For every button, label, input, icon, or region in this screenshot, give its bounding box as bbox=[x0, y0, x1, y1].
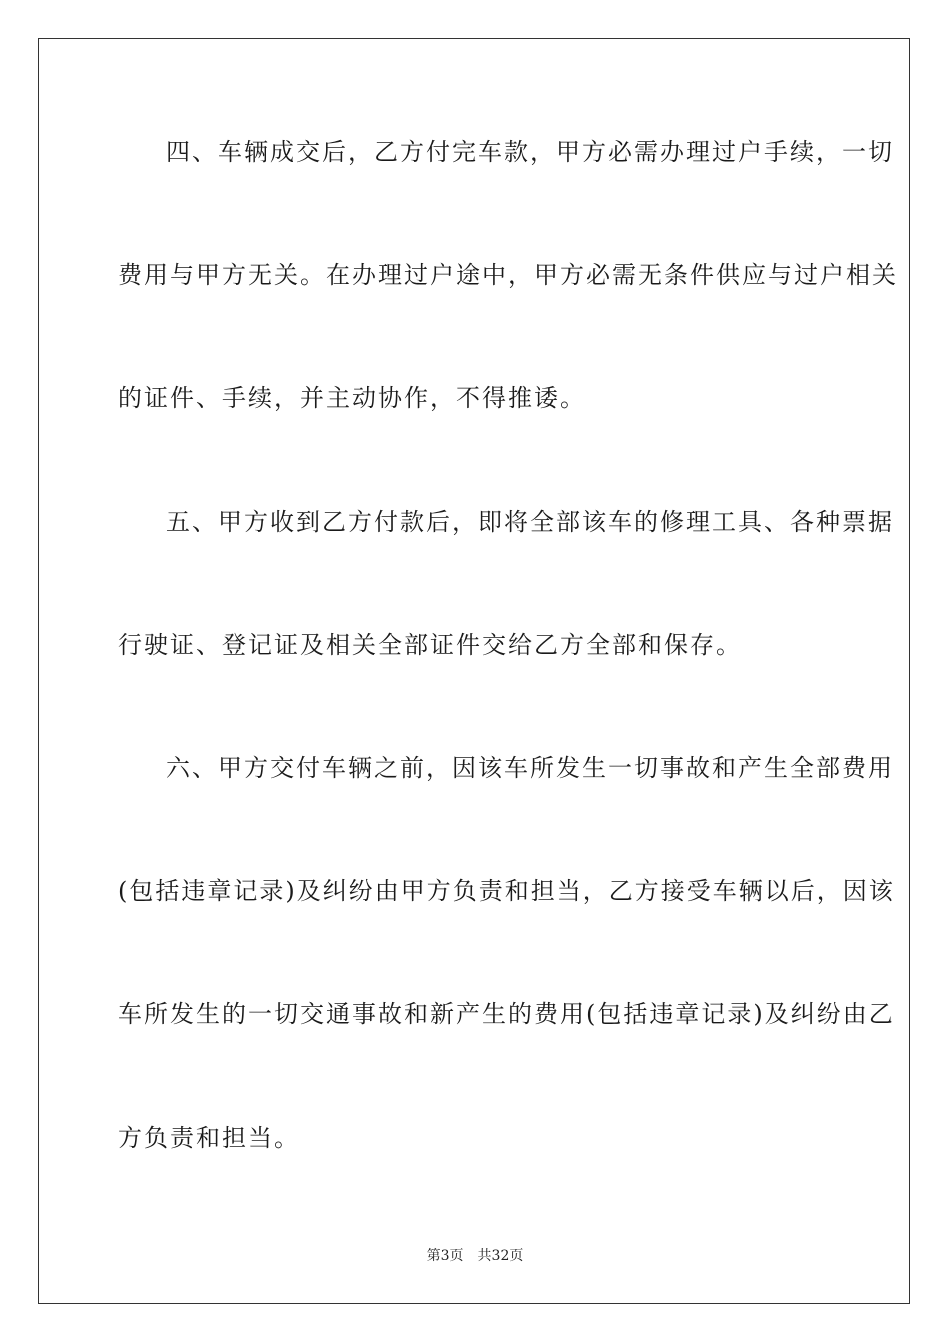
paragraph-line: 五、甲方收到乙方付款后，即将全部该车的修理工具、各种票据 bbox=[166, 508, 894, 536]
page-total: 共32页 bbox=[477, 1248, 524, 1264]
paragraph-line: 六、甲方交付车辆之前，因该车所发生一切事故和产生全部费用 bbox=[166, 754, 894, 782]
paragraph-line: 行驶证、登记证及相关全部证件交给乙方全部和保存。 bbox=[118, 631, 742, 659]
page-border bbox=[38, 38, 910, 1304]
page-number: 第3页 bbox=[426, 1248, 464, 1264]
page-footer bbox=[0, 1246, 950, 1266]
paragraph-line: (包括违章记录)及纠纷由甲方负责和担当，乙方接受车辆以后，因该 bbox=[118, 877, 895, 905]
paragraph-line: 四、车辆成交后，乙方付完车款，甲方必需办理过户手续，一切 bbox=[166, 138, 894, 166]
paragraph-line: 车所发生的一切交通事故和新产生的费用(包括违章记录)及纠纷由乙 bbox=[118, 1000, 895, 1028]
paragraph-line: 的证件、手续，并主动协作，不得推诿。 bbox=[118, 384, 586, 412]
paragraph-line: 费用与甲方无关。在办理过户途中，甲方必需无条件供应与过户相关 bbox=[118, 261, 898, 289]
paragraph-line: 方负责和担当。 bbox=[118, 1124, 300, 1152]
